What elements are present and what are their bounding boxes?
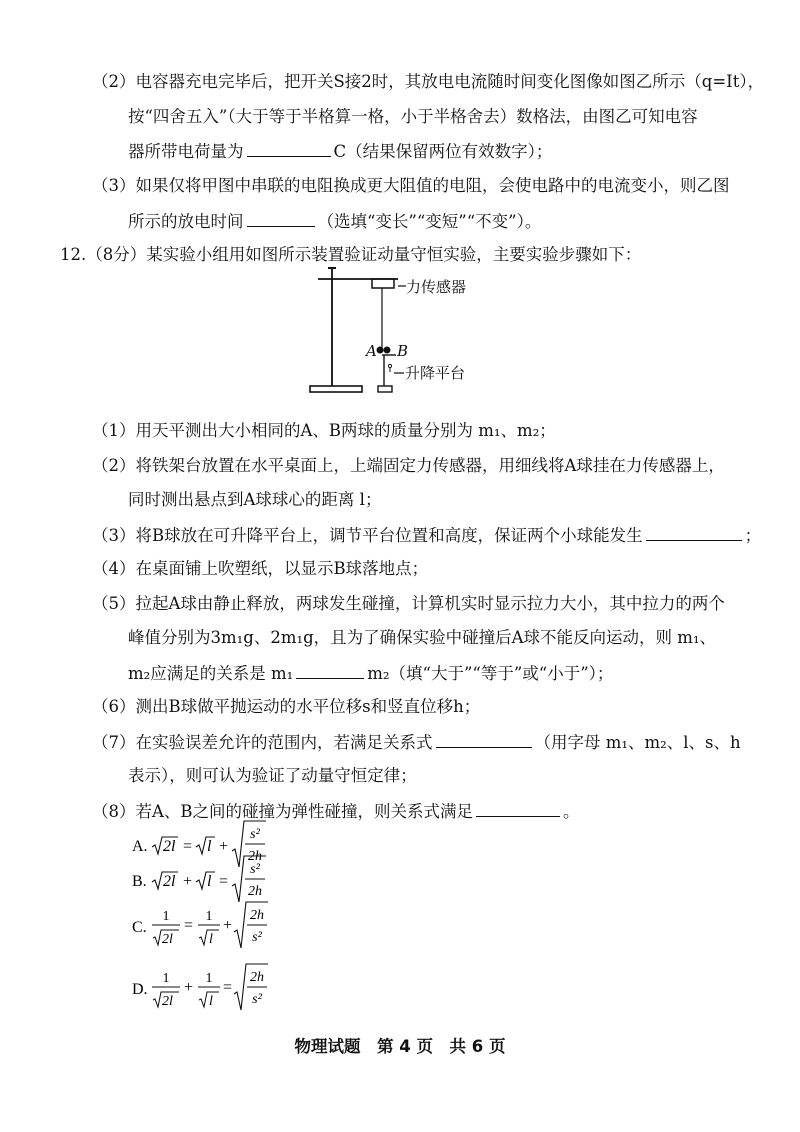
q11-part3-line2 [128, 210, 541, 233]
svg-text:s²: s² [250, 827, 260, 842]
step-2-line2: 同时测出悬点到A球球心的距离 l； [128, 490, 382, 509]
label-ball-b: B [397, 342, 409, 360]
svg-text:2h: 2h [248, 849, 262, 864]
svg-text:2l: 2l [162, 932, 173, 947]
ball-a [377, 347, 384, 354]
platform-base [378, 386, 392, 392]
ball-b [384, 347, 391, 354]
answer-blank-mass-relation[interactable] [296, 662, 364, 679]
svg-text:s²: s² [250, 862, 260, 877]
svg-text:+: + [223, 917, 233, 934]
answer-blank-discharge-time[interactable] [247, 210, 315, 227]
svg-text:2h: 2h [248, 884, 262, 899]
svg-text:l: l [207, 838, 212, 855]
svg-text:=: = [183, 838, 193, 855]
step-3-text: （3）将B球放在可升降平台上，调节平台位置和高度，保证两个小球能发生 [92, 526, 643, 545]
q11-part3-line1: （3）如果仅将甲图中串联的电阻换成更大阻值的电阻，会使电路中的电流变小，则乙图 [92, 176, 730, 195]
step-6: （6）测出B球做平抛运动的水平位移s和竖直位移h； [92, 697, 481, 716]
step-7-text: （7）在实验误差允许的范围内，若满足关系式 [92, 733, 433, 752]
step-4: （4）在桌面铺上吹塑纸，以显示B球落地点； [92, 559, 429, 578]
svg-text:=: = [223, 979, 233, 996]
option-d-formula [132, 960, 312, 1016]
svg-text:1: 1 [162, 909, 170, 924]
step-5-line2: 峰值分别为3m₁g、2m₁g，且为了确保实验中碰撞后A球不能反向运动，则 m₁、 [128, 628, 717, 647]
option-label: D. [132, 981, 148, 998]
svg-text:+: + [219, 838, 229, 855]
stand-base [310, 386, 362, 392]
option-label: C. [132, 919, 147, 936]
q11-part2-text: 器所带电荷量为 [128, 142, 244, 161]
step-8-end: 。 [563, 802, 580, 821]
step-5-line3 [128, 662, 613, 685]
q11-part2-line1: （2）电容器充电完毕后，把开关S接2时，其放电电流随时间变化图像如图乙所示（q=It）， [92, 72, 765, 91]
step-7-line2: 表示），则可认为验证了动量守恒定律； [128, 766, 417, 785]
q11-part3-choice: （选填“变长”“变短”“不变”）。 [317, 212, 542, 231]
step-3-end: ； [744, 526, 762, 545]
step-5-line1: （5）拉起A球由静止释放，两球发生碰撞，计算机实时显示拉力大小，其中拉力的两个 [92, 594, 725, 613]
svg-text:1: 1 [205, 971, 213, 986]
q11-part3-text: 所示的放电时间 [128, 212, 244, 231]
option-label: B. [132, 873, 147, 890]
q11-part2-line2: 按“四舍五入”（大于等于半格算一格，小于半格舍去）数格法，由图乙可知电容 [128, 107, 698, 126]
label-force-sensor: 力传感器 [406, 278, 467, 296]
apparatus-figure [300, 262, 500, 402]
step-1: （1）用天平测出大小相同的A、B两球的质量分别为 m₁、m₂； [92, 421, 556, 440]
svg-text:2l: 2l [162, 994, 173, 1009]
step-5-choice: m₂（填“大于”“等于”或“小于”）； [367, 664, 614, 683]
svg-text:l: l [207, 873, 212, 890]
label-ball-a: A [366, 342, 377, 360]
step-7-hint: （用字母 m₁、m₂、l、s、h [534, 733, 741, 752]
svg-text:l: l [209, 932, 213, 947]
svg-text:=: = [184, 917, 194, 934]
svg-text:l: l [209, 994, 213, 1009]
svg-text:1: 1 [205, 909, 213, 924]
svg-text:+: + [184, 979, 194, 996]
svg-text:2l: 2l [163, 873, 176, 890]
q12-heading: 12.（8分）某实验小组用如图所示装置验证动量守恒实验，主要实验步骤如下： [60, 245, 642, 264]
answer-blank-momentum-relation[interactable] [436, 731, 532, 748]
svg-text:s²: s² [252, 930, 262, 945]
answer-blank-collision[interactable] [646, 524, 742, 541]
step-8-text: （8）若A、B之间的碰撞为弹性碰撞，则关系式满足 [92, 802, 474, 821]
svg-text:+: + [183, 873, 193, 890]
force-sensor [372, 279, 394, 288]
page-footer: 物理试题 第 4 页 共 6 页 [294, 1037, 506, 1056]
svg-text:2h: 2h [250, 970, 264, 985]
step-7-line1 [92, 731, 741, 754]
option-c-formula [132, 898, 312, 954]
answer-blank-elastic[interactable] [476, 800, 560, 817]
label-platform: 升降平台 [405, 364, 466, 382]
svg-text:1: 1 [162, 971, 170, 986]
step-5-text: m₂应满足的关系是 m₁ [128, 664, 294, 683]
step-2-line1: （2）将铁架台放置在水平桌面上，上端固定力传感器，用细线将A球挂在力传感器上， [92, 456, 725, 475]
q11-part2-line3 [128, 140, 552, 163]
svg-text:=: = [219, 873, 229, 890]
option-label: A. [132, 838, 148, 855]
svg-text:2h: 2h [250, 908, 264, 923]
svg-text:s²: s² [252, 992, 262, 1007]
step-3 [92, 524, 761, 547]
svg-text:2l: 2l [163, 838, 176, 855]
answer-blank-charge[interactable] [247, 140, 331, 157]
q11-part2-unit: C（结果保留两位有效数字）； [333, 142, 553, 161]
